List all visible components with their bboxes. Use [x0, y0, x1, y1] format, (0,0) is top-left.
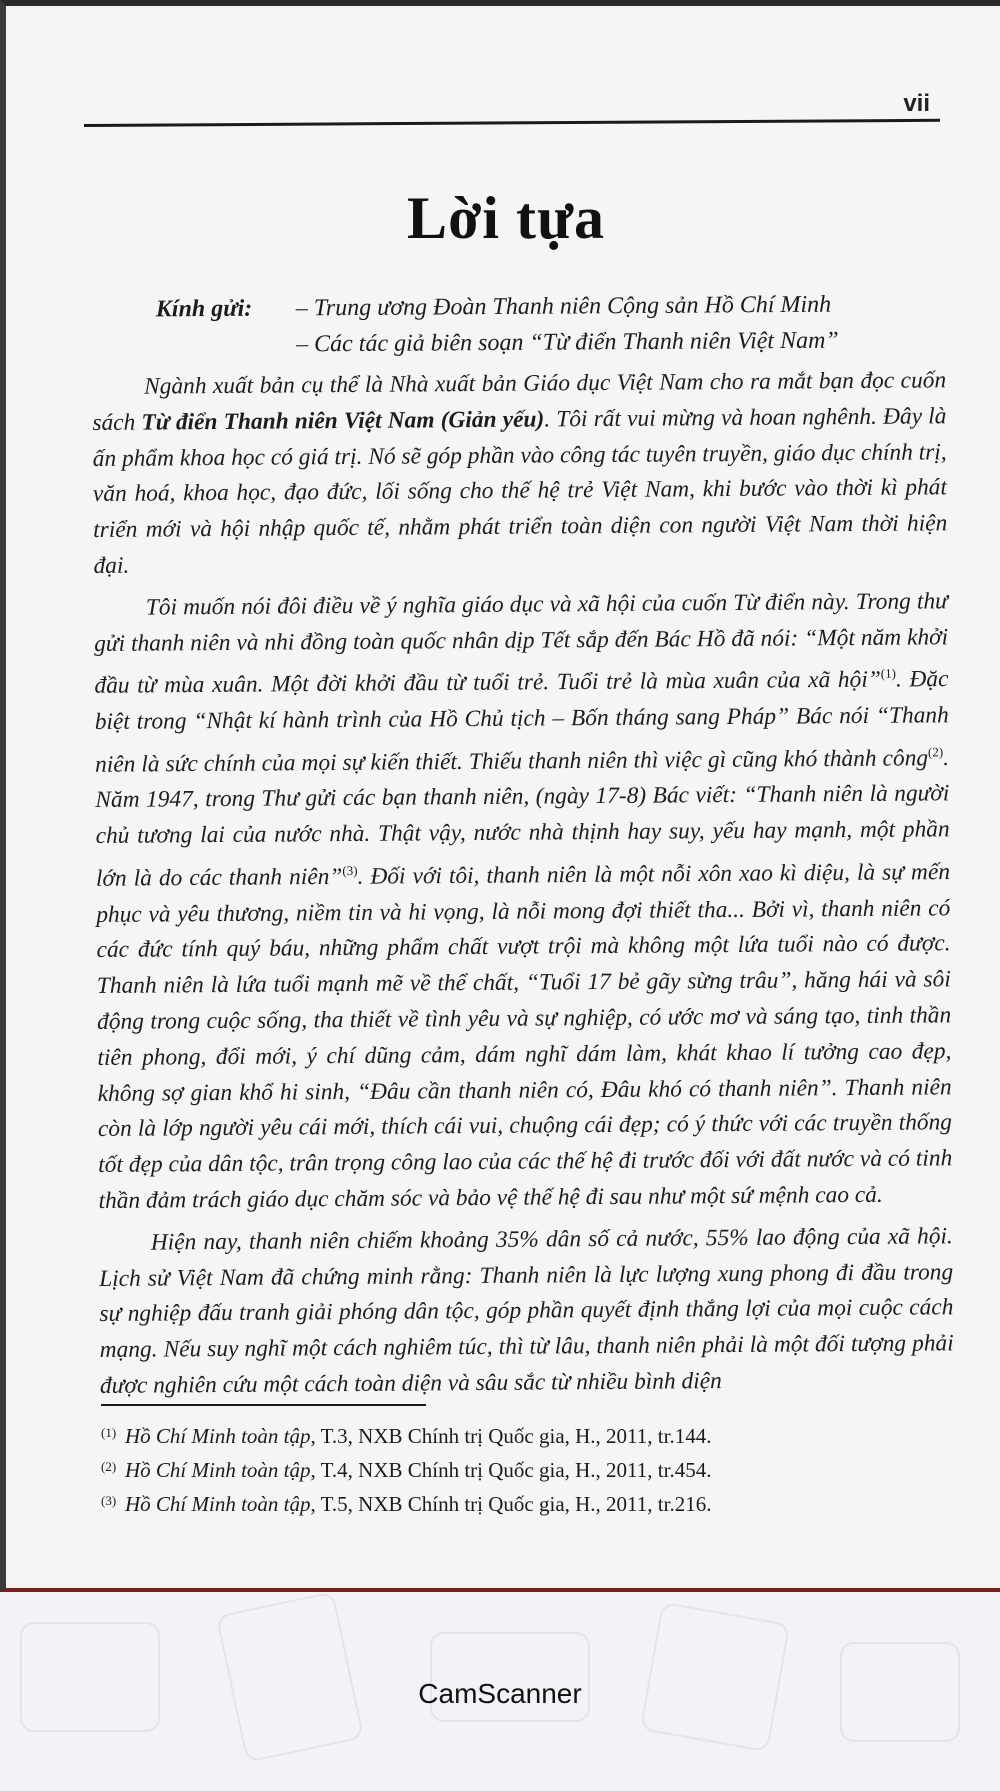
addressee-line-2: – Các tác giả biên soạn “Từ điển Thanh niên Việt Nam”	[296, 327, 839, 358]
watermark-text: CamScanner	[418, 1678, 582, 1709]
addressee-row-2	[156, 328, 839, 369]
footnote-ref-2: (2)	[927, 744, 944, 760]
footnotes	[101, 1424, 711, 1526]
footnote-source-title: Hồ Chí Minh toàn tập	[125, 1424, 311, 1448]
book-title: Từ điển Thanh niên Việt Nam (Giản yếu)	[141, 406, 545, 436]
addressee-block	[156, 292, 839, 369]
footnote-number: (2)	[101, 1459, 117, 1474]
body-text	[92, 363, 954, 1410]
footnote-rule	[101, 1404, 426, 1406]
p2-text-d: . Đối với tôi, thanh niên là một nỗi xôn xao kì diệu, là sự mến phục và yêu thương, niềm tin và hi vọng, là nỗi mong đợi thiết tha... Bởi vì, thanh niên có các đức tính quý báu, những phẩm chất vượt trội mà không một lứa tuổi nào có được. Thanh niên là lứa tuổi mạnh mẽ về thể chất, “Tuổi 17 bẻ gãy sừng trâu”, hăng hái và sôi động trong cuộc sống, tha thiết về tình yêu và sự nghiệp, có ước mơ và sáng tạo, tinh thần tiên phong, đổi mới, ý chí dũng cảm, dám nghĩ dám làm, khát khao lí tưởng cao đẹp, không sợ gian khổ hi sinh, “Đâu cần thanh niên có, Đâu khó có thanh niên”. Thanh niên còn là lớp người yêu cái mới, thích cái vui, chuộng cái đẹp; có ý thức với các truyền thống tốt đẹp của dân tộc, trân trọng công lao của các thế hệ đi trước đối với đất nước và có tinh thần đảm trách giáo dục chăm sóc và bảo vệ thế hệ đi sau như một sứ mệnh cao cả.	[96, 859, 953, 1214]
footnote-number: (3)	[101, 1493, 117, 1508]
page-title: Lời tựa	[407, 185, 605, 251]
p1-text-before: Ngành xuất bản cụ thể là Nhà xuất bản Giáo dục Việt Nam cho ra mắt bạn đọc cuốn sách	[92, 367, 947, 436]
footnote-ref-1: (1)	[880, 666, 896, 682]
p1-text-after: . Tôi rất vui mừng và hoan nghênh. Đây là ấn phẩm khoa học có giá trị. Nó sẽ góp phần vào công tác tuyên truyền, giáo dục chính trị, văn hoá, khoa học, đạo đức, lối sống cho thế hệ trẻ Việt Nam, khi bước vào thời kì phát triển mới và hội nhập quốc tế, nhằm phát triển toàn diện con người Việt Nam thời hiện đại.	[92, 403, 948, 579]
decorative-shape	[640, 1602, 791, 1753]
footnote-1	[101, 1424, 711, 1458]
footnote-source-detail: , T.4, NXB Chính trị Quốc gia, H., 2011, tr.454.	[310, 1458, 712, 1482]
addressee-row-1	[156, 292, 839, 333]
footnote-source-detail: , T.5, NXB Chính trị Quốc gia, H., 2011, tr.216.	[310, 1492, 712, 1516]
footnote-3	[101, 1492, 711, 1526]
p2-text-c: . Năm 1947, trong Thư gửi các bạn thanh niên, (ngày 17-8) Bác viết: “Thanh niên là người chủ tương lai của nước nhà. Thật vậy, nước nhà thịnh hay suy, yếu hay mạnh, một phần lớn là do các thanh niên”	[95, 744, 950, 892]
addressee-label: Kính gửi:	[155, 295, 253, 323]
footnote-source-title: Hồ Chí Minh toàn tập	[125, 1492, 311, 1516]
p2-text-a: Tôi muốn nói đôi điều về ý nghĩa giáo dục và xã hội của cuốn Từ điển này. Trong thư gửi thanh niên và nhi đồng toàn quốc nhân dịp Tết sắp đến Bác Hồ đã nói: “Một năm khởi đầu từ mùa xuân. Một đời khởi đầu từ tuổi trẻ. Tuổi trẻ là mùa xuân của xã hội”	[94, 588, 949, 700]
paragraph-2	[94, 584, 953, 1220]
addressee-line-1: – Trung ương Đoàn Thanh niên Cộng sản Hồ Chí Minh	[295, 291, 832, 322]
footnote-source-title: Hồ Chí Minh toàn tập	[125, 1458, 311, 1482]
footnote-number: (1)	[101, 1425, 117, 1440]
page-number: vii	[903, 90, 930, 117]
footnote-source-detail: , T.3, NXB Chính trị Quốc gia, H., 2011, tr.144.	[310, 1424, 712, 1448]
p2-text-b: . Đặc biệt trong “Nhật kí hành trình của Hồ Chủ tịch – Bốn tháng sang Pháp” Bác nói “Thanh niên là sức chính của mọi sự kiến thiết. Thiếu thanh niên thì việc gì cũng khó thành công	[94, 666, 949, 778]
paragraph-3: Hiện nay, thanh niên chiếm khoảng 35% dân số cả nước, 55% lao động của xã hội. Lịch sử Việt Nam đã chứng minh rằng: Thanh niên là lực lượng xung phong đi đầu trong sự nghiệp đấu tranh giải phóng dân tộc, góp phần quyết định thắng lợi của mọi cuộc cách mạng. Nếu suy nghĩ một cách nghiêm túc, thì từ lâu, thanh niên phải là một đối tượng phải được nghiên cứu một cách toàn diện và sâu sắc từ nhiều bình diện	[99, 1222, 954, 1399]
footnote-ref-3: (3)	[342, 862, 358, 879]
footnote-2	[101, 1458, 711, 1492]
decorative-shape	[20, 1622, 160, 1732]
addressee-indent	[156, 351, 296, 352]
paragraph-1	[92, 363, 948, 584]
header-rule	[84, 119, 940, 127]
